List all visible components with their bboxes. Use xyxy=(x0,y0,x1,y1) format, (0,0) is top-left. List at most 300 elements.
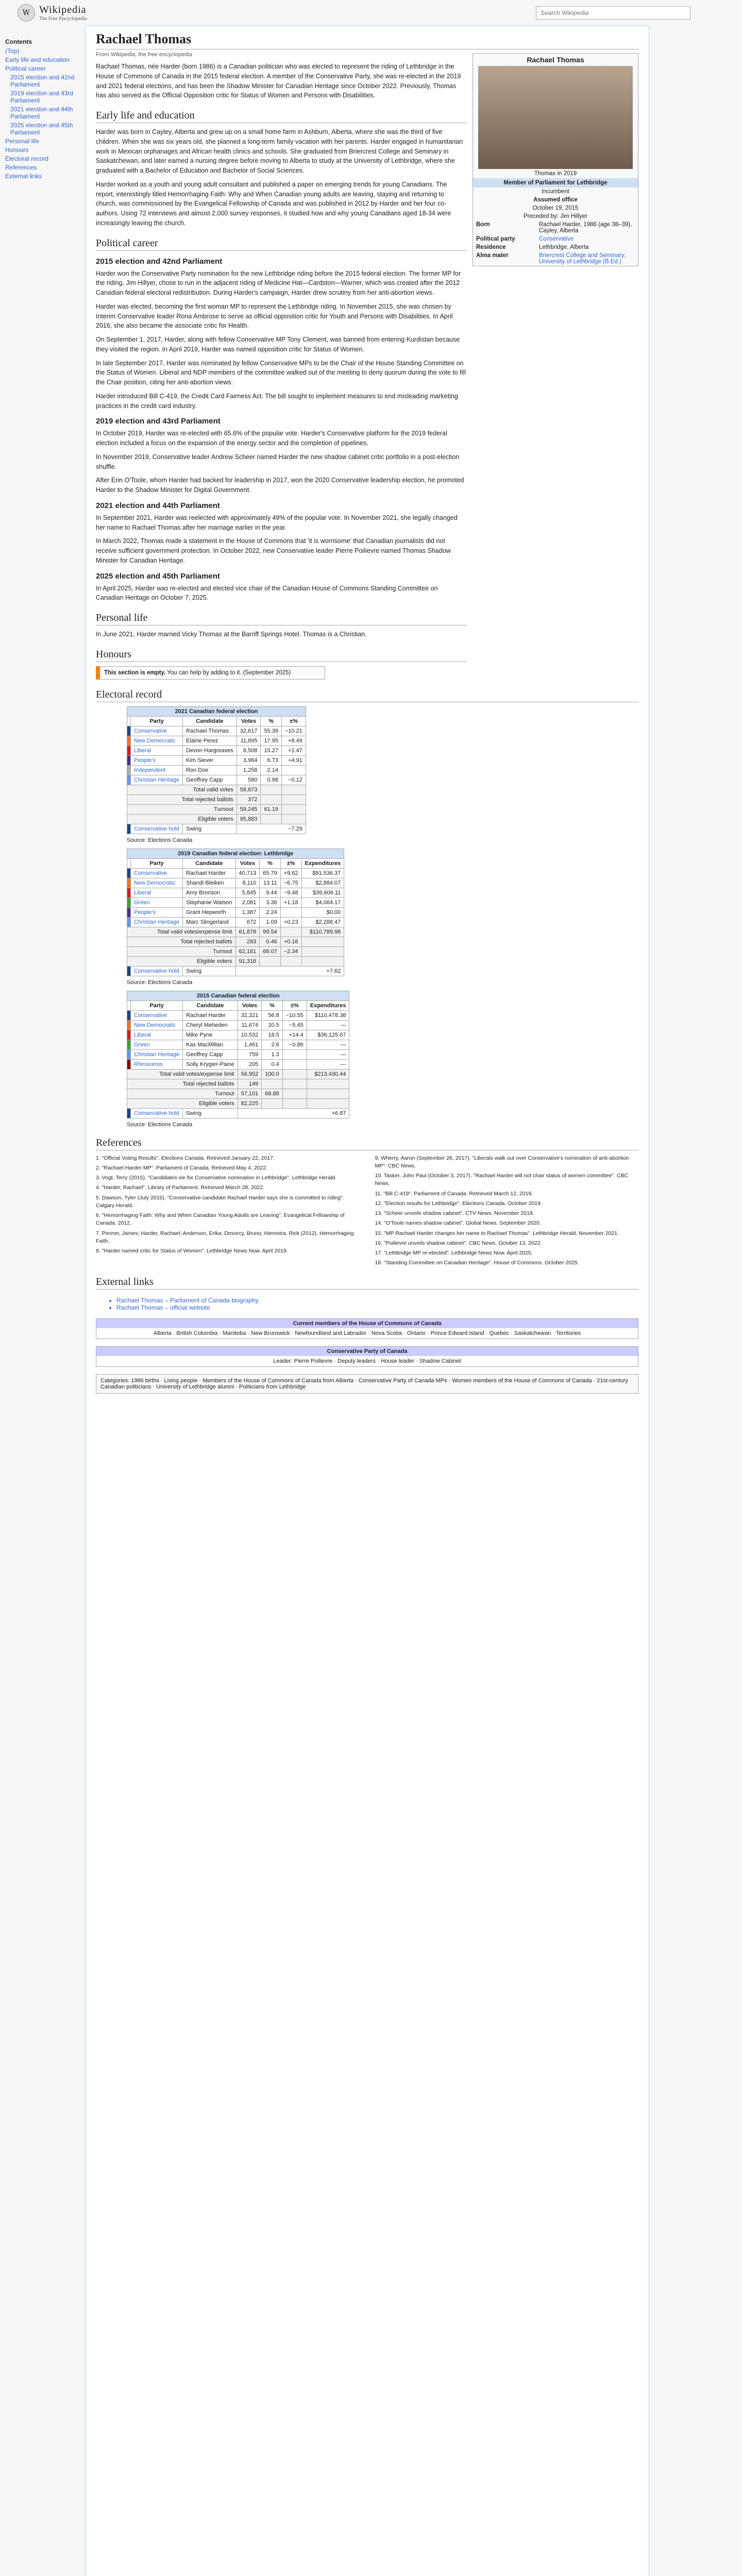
party-name[interactable]: Conservative xyxy=(131,868,183,878)
party-color-swatch xyxy=(127,1040,131,1049)
total-value xyxy=(301,946,344,956)
total-row xyxy=(127,785,306,794)
vote-percent: 15.27 xyxy=(261,745,282,755)
vote-percent: 1.09 xyxy=(260,917,281,927)
total-value: 149 xyxy=(238,1079,262,1089)
top-bar xyxy=(0,0,742,26)
vote-count: 5,845 xyxy=(235,888,260,897)
infobox xyxy=(473,53,638,266)
reference-item[interactable]: 7. Penner, James; Harder, Rachael; Anderson, Erika; Desorcy, Bruno; Hiemstra, Rick (2012). Hemorrhaging Faith. xyxy=(96,1230,354,1244)
total-value: 91,316 xyxy=(235,956,260,966)
total-value xyxy=(262,1098,283,1108)
reference-item[interactable]: 10. Tasker, John Paul (October 3, 2017). "Rachael Harder will not chair status of women committee". CBC News. xyxy=(375,1173,629,1187)
candidate-name: Kas MacMillan xyxy=(183,1040,238,1049)
reference-item[interactable]: 11. "Bill C-419". Parliament of Canada. Retrieved March 12, 2019. xyxy=(375,1190,533,1197)
election-row xyxy=(127,1049,349,1059)
notice-body: You can help by adding to it. (September 2025) xyxy=(167,669,291,676)
election-source[interactable]: Source: Elections Canada xyxy=(127,1121,193,1128)
section-heading: Political career xyxy=(96,238,467,251)
column-header: Candidate xyxy=(183,858,235,868)
vote-change xyxy=(282,1049,307,1059)
navbox xyxy=(96,1346,638,1367)
total-value xyxy=(282,1079,307,1089)
candidate-name: Mike Pyne xyxy=(183,1030,238,1040)
total-value xyxy=(301,956,344,966)
paragraph: In late September 2017, Harder was nominated by fellow Conservative MPs to be the Chair of the House Standing Committee on the Status of Women. Liberal and NDP members of the committee walked out of the meeting to deny quorum during the vote to fill the Chair position, citing her anti-abortion views. xyxy=(96,359,466,386)
hold-row xyxy=(127,966,344,976)
vote-percent: 0.4 xyxy=(262,1059,283,1069)
wikipedia-logo[interactable] xyxy=(18,4,87,22)
column-header: Candidate xyxy=(183,1001,238,1010)
total-row xyxy=(127,1098,349,1108)
column-header: ±% xyxy=(281,716,306,726)
total-value: 99.54 xyxy=(260,927,281,937)
column-header: % xyxy=(261,716,282,726)
vote-percent: 2.14 xyxy=(261,765,282,775)
section-heading: Personal life xyxy=(96,612,467,625)
election-header-row xyxy=(127,716,306,726)
page-title: Rachael Thomas xyxy=(96,31,638,49)
subsection-heading: 2019 election and 43rd Parliament xyxy=(96,417,221,426)
party-color-swatch xyxy=(127,775,131,785)
toc-item[interactable]: 2025 election and 45th Parliament xyxy=(10,122,73,136)
election-row xyxy=(127,897,344,907)
party-color-swatch xyxy=(127,726,131,736)
column-header: Party xyxy=(131,858,183,868)
toc-sidebar xyxy=(5,31,77,181)
navbox-body[interactable]: Alberta · British Columbia · Manitoba · New Brunswick · Newfoundland and Labrador · Nova Scotia · Ontario · Prince Edward Island · Quebec · Saskatchewan · Territories xyxy=(153,1330,581,1337)
party-color-swatch xyxy=(127,888,131,897)
candidate-name: Geoffrey Capp xyxy=(183,1049,238,1059)
candidate-name: Geoffrey Capp xyxy=(183,775,237,785)
party-name[interactable]: Christian Heritage xyxy=(131,1049,183,1059)
vote-change: −9.48 xyxy=(280,888,301,897)
vote-change: +8.49 xyxy=(281,736,306,745)
vote-change xyxy=(282,1059,307,1069)
vote-change: −0.86 xyxy=(282,1040,307,1049)
candidate-name: Marc Slingerland xyxy=(183,917,235,927)
vote-change xyxy=(281,765,306,775)
total-value: 95,883 xyxy=(237,814,261,824)
election-row xyxy=(127,888,344,897)
election-row xyxy=(127,868,344,878)
toc-item[interactable]: 2019 election and 43rd Parliament xyxy=(10,90,74,104)
photo-caption: Thomas in 2019 xyxy=(534,171,577,177)
total-value: 56,952 xyxy=(238,1069,262,1079)
election-caption: 2015 Canadian federal election xyxy=(127,991,349,1001)
vote-percent: 56.8 xyxy=(262,1010,283,1020)
expenditures: $2,288.47 xyxy=(301,917,344,927)
party-color-swatch xyxy=(127,745,131,755)
vote-percent: 6.73 xyxy=(261,755,282,765)
election-row xyxy=(127,917,344,927)
party-color-swatch xyxy=(127,966,131,976)
total-label: Eligible voters xyxy=(127,956,236,966)
column-header: ±% xyxy=(282,1001,307,1010)
vote-percent: 18.5 xyxy=(262,1030,283,1040)
vote-change: +0.23 xyxy=(280,917,301,927)
electoral-record xyxy=(96,706,638,1128)
election-table xyxy=(127,849,344,976)
globe-icon: W xyxy=(18,4,35,22)
party-color-swatch xyxy=(127,907,131,917)
total-value: 0.46 xyxy=(260,937,281,946)
vote-count: 759 xyxy=(238,1049,262,1059)
reference-item[interactable]: 12. "Election results for Lethbridge". Elections Canada. October 2019. xyxy=(375,1200,542,1207)
candidate-name: Ron Doe xyxy=(183,765,237,775)
paragraph: Harder won the Conservative Party nomination for the new Lethbridge riding before the 2015 federal election. The former MP for the riding, Jim Hillyer, chose to run in the adjacent riding of Medicine Hat—Cardston—Warner, which was created after the 2012 Canadian federal electoral redistribution. During Harder's campaign, Harder drew scrutiny from her anti-abortion views. xyxy=(96,269,461,296)
reference-item[interactable]: 15. "MP Rachael Harder changes her name to Rachael Thomas". Lethbridge Herald. November 2021. xyxy=(375,1230,619,1236)
navbox xyxy=(96,1318,638,1339)
total-row xyxy=(127,1079,349,1089)
column-header: Expenditures xyxy=(301,858,344,868)
infobox-row: Alma mater Briercrest College and Seminary; University of Lethbridge (B.Ed.) xyxy=(476,252,626,265)
toc-item[interactable]: (Top) xyxy=(5,47,20,55)
party-name[interactable]: New Democratic xyxy=(131,1020,183,1030)
preceded-by[interactable]: Preceded by: Jim Hillyer xyxy=(524,213,587,219)
vote-change: +9.62 xyxy=(280,868,301,878)
total-value xyxy=(281,794,306,804)
reference-item[interactable]: 14. "O'Toole names shadow cabinet". Global News. September 2020. xyxy=(375,1220,541,1227)
election-row xyxy=(127,745,306,755)
paragraph: On September 1, 2017, Harder, along with fellow Conservative MP Tony Clement, was banned from entering Kurdistan because they visited the region. In April 2019, Harder was named opposition critic for Status of Women. xyxy=(96,336,460,353)
paragraph: In June 2021, Harder married Vicky Thomas at the Barriff Springs Hotel. Thomas is a Christian. xyxy=(96,631,367,638)
total-value xyxy=(301,937,344,946)
election-row xyxy=(127,1020,349,1030)
election-row xyxy=(127,1010,349,1020)
vote-count: 672 xyxy=(235,917,260,927)
total-value: −2.34 xyxy=(280,946,301,956)
swing-label: Swing xyxy=(183,966,235,976)
total-label: Total rejected ballots xyxy=(127,1079,238,1089)
party-name[interactable]: Rhinoceros xyxy=(131,1059,183,1069)
expenditures: $36,125.67 xyxy=(307,1030,349,1040)
external-links xyxy=(96,1297,638,1311)
reference-item[interactable]: 17. "Lethbridge MP re-elected". Lethbridge News Now. April 2025. xyxy=(375,1249,533,1256)
total-value: 372 xyxy=(237,794,261,804)
total-value: 82,225 xyxy=(238,1098,262,1108)
party-name[interactable]: Christian Heritage xyxy=(131,775,183,785)
party-name[interactable]: Green xyxy=(131,897,183,907)
office-title[interactable]: Member of Parliament for Lethbridge xyxy=(473,178,638,188)
swatch-header xyxy=(127,1001,131,1010)
subsection-heading: 2025 election and 45th Parliament xyxy=(96,571,220,581)
column-header: Candidate xyxy=(183,716,237,726)
vote-count: 32,321 xyxy=(238,1010,262,1020)
election-source[interactable]: Source: Elections Canada xyxy=(127,837,193,843)
candidate-name: Solly Krygier-Paine xyxy=(183,1059,238,1069)
total-value xyxy=(261,794,282,804)
total-label: Turnout xyxy=(127,804,237,814)
total-row xyxy=(127,956,344,966)
election-caption: 2019 Canadian federal election: Lethbridge xyxy=(127,849,344,858)
external-link[interactable]: • Rachael Thomas – Parliament of Canada biography xyxy=(116,1297,638,1304)
wordmark: Wikipedia xyxy=(39,4,87,15)
expenditures: — xyxy=(307,1020,349,1030)
election-row xyxy=(127,907,344,917)
total-value xyxy=(261,785,282,794)
reference-item[interactable]: 2. "Rachael Harder MP". Parliament of Canada. Retrieved May 4, 2022. xyxy=(96,1164,268,1171)
vote-count: 10,532 xyxy=(238,1030,262,1040)
incumbent-label: Incumbent xyxy=(542,189,569,195)
total-value: $213,430.44 xyxy=(307,1069,349,1079)
reference-item[interactable]: 1. "Official Voting Results". Elections Canada. Retrieved January 22, 2017. xyxy=(96,1155,275,1161)
toc-heading: Contents xyxy=(5,38,32,45)
expenditures: — xyxy=(307,1049,349,1059)
section-heading: Electoral record xyxy=(96,689,638,702)
external-links-list xyxy=(96,1297,638,1311)
vote-count: 40,713 xyxy=(235,868,260,878)
paragraph: After Erin O'Toole, whom Harder had backed for leadership in 2017, won the 2020 Conservative leadership election, he promoted Harder to the Shadow Minister for Digital Government. xyxy=(96,477,464,494)
election-table xyxy=(127,991,349,1118)
total-value xyxy=(307,1089,349,1098)
party-name[interactable]: Independent xyxy=(131,765,183,775)
swing-value: +7.62 xyxy=(235,966,344,976)
assumed-date: October 19, 2015 xyxy=(532,205,579,211)
party-color-swatch xyxy=(127,755,131,765)
vote-change: −10.55 xyxy=(282,1010,307,1020)
party-name[interactable]: Liberal xyxy=(131,745,183,755)
reference-item[interactable]: 8. "Harder named critic for Status of Women". Lethbridge News Now. April 2019. xyxy=(96,1247,288,1254)
party-name[interactable]: People's xyxy=(131,755,183,765)
expenditures: $39,606.11 xyxy=(301,888,344,897)
vote-percent: 1.3 xyxy=(262,1049,283,1059)
paragraph: Harder was elected, becoming the first woman MP to represent the Lethbridge riding. In November 2015, she was chosen by Interim Conservative leader Rona Ambrose to serve as official opposition critic for Youth and Persons with Disabilities. In April 2016, she also became the associate critic for Health. xyxy=(96,302,453,330)
total-row xyxy=(127,804,306,814)
paragraph: In November 2019, Conservative leader Andrew Scheer named Harder the new shadow cabinet critic portfolio in a post-election shuffle. xyxy=(96,453,460,470)
party-color-swatch xyxy=(127,1020,131,1030)
expenditures: $4,064.17 xyxy=(301,897,344,907)
paragraph: Harder introduced Bill C-419, the Credit Card Fairness Act. The bill sought to implement measures to end misleading marketing practices in the credit card industry. xyxy=(96,392,458,410)
assumed-label: Assumed office xyxy=(533,197,578,203)
vote-change: −5.45 xyxy=(282,1020,307,1030)
total-value xyxy=(307,1098,349,1108)
party-name[interactable]: Liberal xyxy=(131,888,183,897)
party-color-swatch xyxy=(127,868,131,878)
election-row xyxy=(127,1030,349,1040)
vote-percent: 2.6 xyxy=(262,1040,283,1049)
vote-percent: 65.79 xyxy=(260,868,281,878)
candidate-name: Elaine Perez xyxy=(183,736,237,745)
expenditures: $0.00 xyxy=(301,907,344,917)
total-value: +0.16 xyxy=(280,937,301,946)
column-header: Votes xyxy=(235,858,260,868)
reference-item[interactable]: 9. Wherry, Aaron (September 26, 2017). "Liberals walk out over Conservative's nomination of anti-abortion MP". CBC News. xyxy=(375,1155,629,1169)
column-header: Party xyxy=(131,716,183,726)
hold-label[interactable]: Conservative hold xyxy=(131,1108,183,1118)
navboxes xyxy=(96,1318,638,1367)
toc-item[interactable]: Electoral record xyxy=(5,155,49,162)
reference-item[interactable]: 3. Vogt, Terry (2015). "Candidates vie for Conservative nomination in Lethbridge". Lethbridge Herald. xyxy=(96,1175,337,1181)
total-value: 57,101 xyxy=(238,1089,262,1098)
reference-item[interactable]: 13. "Scheer unveils shadow cabinet". CTV News. November 2019. xyxy=(375,1210,534,1217)
vote-count: 11,895 xyxy=(237,736,261,745)
section-heading: External links xyxy=(96,1276,638,1290)
party-color-swatch xyxy=(127,1030,131,1040)
vote-count: 1,387 xyxy=(235,907,260,917)
vote-change: +4.91 xyxy=(281,755,306,765)
election-row xyxy=(127,1040,349,1049)
party-name[interactable]: People's xyxy=(131,907,183,917)
toc-item[interactable]: 2015 election and 42nd Parliament xyxy=(10,74,75,88)
hold-row xyxy=(127,824,306,834)
swatch-header xyxy=(127,858,131,868)
vote-count: 2,081 xyxy=(235,897,260,907)
candidate-name: Kim Siever xyxy=(183,755,237,765)
election-row xyxy=(127,736,306,745)
party-name[interactable]: Conservative xyxy=(131,726,183,736)
party-name[interactable]: New Democratic xyxy=(131,736,183,745)
paragraph: Harder worked as a youth and young adult consultant and published a paper on emerging trends for young Canadians. The report, interestingly titled Hemorrhaging Faith: Why and When Canadian young adults are leaving, staying and returning to church, was commissioned by the Evangelical Fellowship of Canada and was published in 2012 by Harder and her four co-authors. Using 72 interviews and almost 2,000 survey responses, it studied how and why young Canadians aged 18-34 were increasingly leaving the church. xyxy=(96,180,451,227)
navbox-title[interactable]: Current members of the House of Commons of Canada xyxy=(96,1319,638,1328)
election-source[interactable]: Source: Elections Canada xyxy=(127,979,193,986)
column-header: Votes xyxy=(237,716,261,726)
swing-value: +6.87 xyxy=(238,1108,349,1118)
total-value xyxy=(280,956,301,966)
column-header: Votes xyxy=(238,1001,262,1010)
party-color-swatch xyxy=(127,1108,131,1118)
candidate-name: Rachael Thomas xyxy=(183,726,237,736)
reference-item[interactable]: 6. "Hemorrhaging Faith: Why and When Canadian Young Adults are Leaving". Evangelical Fellowship of Canada. 2012. xyxy=(96,1212,345,1227)
vote-count: 3,964 xyxy=(237,755,261,765)
party-color-swatch xyxy=(127,1059,131,1069)
total-row xyxy=(127,946,344,956)
toc-item[interactable]: Early life and education xyxy=(5,56,70,63)
vote-percent: 3.36 xyxy=(260,897,281,907)
party-color-swatch xyxy=(127,824,131,834)
vote-percent: 13.11 xyxy=(260,878,281,888)
vote-percent: 9.44 xyxy=(260,888,281,897)
column-header: Party xyxy=(131,1001,183,1010)
candidate-name: Stephanie Watson xyxy=(183,897,235,907)
total-row xyxy=(127,937,344,946)
reference-item[interactable]: 4. "Harder, Rachael". Library of Parliament. Retrieved March 28, 2022. xyxy=(96,1184,265,1191)
section-heading: References xyxy=(96,1137,638,1150)
vote-percent: 0.98 xyxy=(261,775,282,785)
election-row xyxy=(127,878,344,888)
infobox-details xyxy=(473,221,638,266)
subsection-heading: 2021 election and 44th Parliament xyxy=(96,501,220,510)
hold-row xyxy=(127,1108,349,1118)
toc-item[interactable]: Honours xyxy=(5,146,29,154)
total-row xyxy=(127,814,306,824)
column-header: Expenditures xyxy=(307,1001,349,1010)
navbox-title[interactable]: Conservative Party of Canada xyxy=(96,1347,638,1356)
hold-label[interactable]: Conservative hold xyxy=(131,966,183,976)
party-name[interactable]: Christian Heritage xyxy=(131,917,183,927)
vote-change: +1.47 xyxy=(281,745,306,755)
toc-item[interactable]: External links xyxy=(5,173,42,180)
candidate-name: Shandi Bleiken xyxy=(183,878,235,888)
vote-percent: 17.95 xyxy=(261,736,282,745)
total-value: 61,878 xyxy=(235,927,260,937)
candidate-name: Cheryl Meheden xyxy=(183,1020,238,1030)
vote-percent: 2.24 xyxy=(260,907,281,917)
total-value xyxy=(307,1079,349,1089)
swatch-header xyxy=(127,716,131,726)
toc-item[interactable]: Personal life xyxy=(5,138,40,145)
article-content xyxy=(85,26,649,2576)
reference-item[interactable]: 5. Dawson, Tyler (July 2015). "Conservative candidate Rachael Harder says she is committed to riding". Calgary Herald. xyxy=(96,1194,344,1209)
vote-count: 1,258 xyxy=(237,765,261,775)
total-label: Total valid votes/expense limit xyxy=(127,1069,238,1079)
notice-title: This section is empty. xyxy=(104,669,166,676)
election-caption: 2021 Canadian federal election xyxy=(127,706,306,716)
party-color-swatch xyxy=(127,897,131,907)
reference-item[interactable]: 16. "Poilievre unveils shadow cabinet". CBC News. October 13, 2022. xyxy=(375,1240,542,1246)
vote-change: −6.75 xyxy=(280,878,301,888)
category-box[interactable]: Categories: 1986 births · Living people · Members of the House of Commons of Canada from Alberta · Conservative Party of Canada MPs · Women members of the House of Commons of Canada · 21st-century Canadian politicians · University of Lethbridge alumni · Politicians from Lethbridge xyxy=(96,1374,638,1394)
tagline: The Free Encyclopedia xyxy=(39,16,87,22)
total-label: Turnout xyxy=(127,1089,238,1098)
total-row xyxy=(127,1069,349,1079)
column-header: % xyxy=(260,858,281,868)
infobox-row: Born Rachael Harder, 1986 (age 38–39), Cayley, Alberta xyxy=(476,222,632,234)
toc-item[interactable]: Political career xyxy=(5,65,46,72)
vote-count: 580 xyxy=(237,775,261,785)
external-link[interactable]: • Rachael Thomas – official website xyxy=(116,1304,638,1311)
total-value xyxy=(281,814,306,824)
party-color-swatch xyxy=(127,878,131,888)
party-name[interactable]: Conservative xyxy=(131,1010,183,1020)
paragraph: In April 2025, Harder was re-elected and elected vice chair of the Canadian House of Commons Standing Committee on Canadian Heritage on October 7, 2025. xyxy=(96,584,438,602)
candidate-name: Devon Hargreaves xyxy=(183,745,237,755)
reference-item[interactable]: 18. "Standing Committee on Canadian Heritage". House of Commons. October 2025. xyxy=(375,1260,579,1266)
toc-item[interactable]: 2021 election and 44th Parliament xyxy=(10,106,73,120)
column-header: % xyxy=(262,1001,283,1010)
vote-count: 11,674 xyxy=(238,1020,262,1030)
total-value: 100.0 xyxy=(262,1069,283,1079)
paragraph: Harder was born in Cayley, Alberta and grew up on a small home farm in Ashburn, Alberta, where she was the third of five children. When she was six years old, she planned a long-term family vacation with her parents. Harder engaged in humanitarian work in Mexican orphanages and African health clinics and schools. She graduated from Briercrest College and Seminary in Saskatchewan, and later earned a nursing degree before moving to Alberta to study at the University of Lethbridge, where she graduated with a Bachelor of Education and Bachelor of Social Sciences. xyxy=(96,128,463,174)
election-row xyxy=(127,755,306,765)
party-name[interactable]: Green xyxy=(131,1040,183,1049)
total-value xyxy=(281,804,306,814)
paragraph: In March 2022, Thomas made a statement in the House of Commons that 'it is worrisome' that Canadian journalists did not receive sufficient government protection. In October 2022, new Conservative leader Pierre Poilievre named Thomas Shadow Minister for Canadian Heritage. xyxy=(96,537,451,564)
election-row xyxy=(127,765,306,775)
toc-item[interactable]: References xyxy=(5,164,37,171)
election-header-row xyxy=(127,1001,349,1010)
total-value xyxy=(281,785,306,794)
expenditures: — xyxy=(307,1040,349,1049)
vote-count: 8,110 xyxy=(235,878,260,888)
candidate-name: Rachael Harder xyxy=(183,868,235,878)
party-name[interactable]: Liberal xyxy=(131,1030,183,1040)
total-value xyxy=(262,1079,283,1089)
search-input[interactable] xyxy=(536,6,690,20)
paragraph: In September 2021, Harder was reelected with approximately 49% of the popular vote. In November 2021, she legally changed her name to Rachael Thomas after her marriage earlier in the year. xyxy=(96,514,458,531)
party-name[interactable]: New Democratic xyxy=(131,878,183,888)
total-label: Total rejected ballots xyxy=(127,794,237,804)
hold-label[interactable]: Conservative hold xyxy=(131,824,183,834)
vote-change: +1.18 xyxy=(280,897,301,907)
infobox-title: Rachael Thomas xyxy=(527,56,584,64)
total-value xyxy=(261,814,282,824)
navbox-body[interactable]: Leader: Pierre Poilievre · Deputy leaders · House leader · Shadow Cabinet xyxy=(273,1358,461,1365)
total-value: 61.19 xyxy=(261,804,282,814)
vote-count: 8,508 xyxy=(237,745,261,755)
portrait-image[interactable] xyxy=(478,66,633,169)
expenditures: $91,536.37 xyxy=(301,868,344,878)
total-label: Total valid votes xyxy=(127,785,237,794)
election-row xyxy=(127,775,306,785)
vote-change: −10.21 xyxy=(281,726,306,736)
total-value: 59,245 xyxy=(237,804,261,814)
expenditures: $110,478.38 xyxy=(307,1010,349,1020)
total-value xyxy=(260,956,281,966)
total-value: 68.07 xyxy=(260,946,281,956)
infobox-row: Political party Conservative xyxy=(476,236,574,242)
total-row xyxy=(127,1089,349,1098)
